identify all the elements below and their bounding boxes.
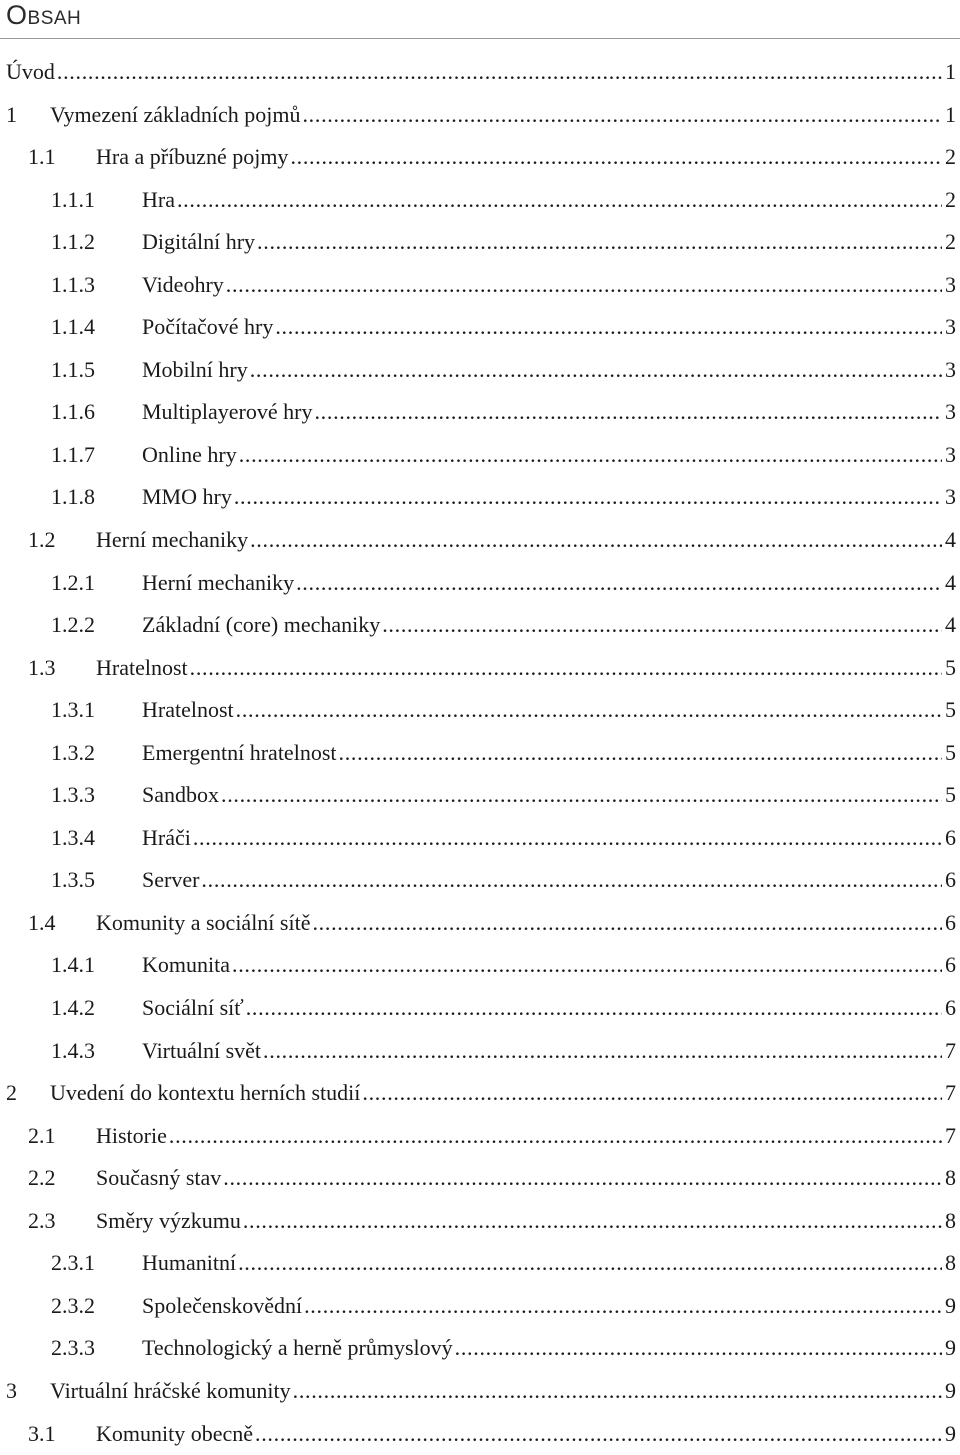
toc-entry-link[interactable] [142,179,956,221]
toc-entry-page-number: 3 [942,391,956,433]
table-of-contents [0,51,956,1455]
toc-entry[interactable] [0,1157,956,1200]
toc-entry-title: Sociální síť [142,987,246,1029]
toc-dot-leader [255,1413,942,1455]
toc-entry-page-number: 7 [942,1072,956,1114]
toc-entry-page-number: 9 [942,1327,956,1369]
toc-entry-link[interactable] [142,689,956,731]
toc-entry-page-number: 2 [942,179,956,221]
toc-entry-link[interactable] [142,1242,956,1284]
toc-dot-leader [275,306,942,348]
toc-entry-link[interactable] [142,987,956,1029]
toc-dot-leader [226,264,942,306]
toc-entry-title: Směry výzkumu [96,1200,243,1242]
toc-dot-leader [57,51,942,93]
toc-dot-leader [250,349,942,391]
toc-dot-leader [293,1370,942,1412]
toc-entry[interactable] [0,51,956,94]
toc-entry-number: 2.3.1 [51,1242,95,1284]
toc-entry-title: Server [142,859,201,901]
toc-entry-title: Hra [142,179,177,221]
toc-entry-page-number: 3 [942,349,956,391]
toc-dot-leader [177,179,942,221]
toc-entry-title: Vymezení základních pojmů [50,94,302,136]
toc-entry-title: Videohry [142,264,226,306]
toc-entry-number: 1.1.8 [51,476,95,518]
toc-dot-leader [243,1200,942,1242]
toc-entry-page-number: 2 [942,136,956,178]
toc-entry-number: 3.1 [28,1413,56,1455]
toc-entry-page-number: 2 [942,221,956,263]
toc-entry-number: 2 [6,1072,17,1114]
toc-entry-number: 2.2 [28,1157,56,1199]
toc-entry-page-number: 6 [942,902,956,944]
toc-entry-number: 2.3 [28,1200,56,1242]
toc-entry-page-number: 4 [942,562,956,604]
toc-entry-page-number: 7 [942,1115,956,1157]
toc-entry-title: Hráči [142,817,193,859]
toc-entry[interactable] [0,476,956,519]
toc-entry[interactable] [0,349,956,392]
toc-dot-leader [169,1115,942,1157]
toc-entry-title: Komunity obecně [96,1413,255,1455]
toc-entry-page-number: 7 [942,1030,956,1072]
toc-entry-title: Virtuální svět [142,1030,263,1072]
toc-entry-number: 1.1.3 [51,264,95,306]
toc-entry-page-number: 5 [942,732,956,774]
toc-entry[interactable] [0,94,956,137]
toc-dot-leader [232,944,942,986]
toc-entry-link[interactable] [50,1072,956,1114]
toc-entry-number: 1.3.2 [51,732,95,774]
toc-entry-title: Hratelnost [96,647,190,689]
toc-dot-leader [257,221,942,263]
toc-entry-link[interactable] [142,391,956,433]
toc-entry-link[interactable] [96,902,956,944]
toc-entry[interactable] [0,1242,956,1285]
toc-entry[interactable] [0,647,956,690]
toc-entry-title: Herní mechaniky [96,519,250,561]
toc-entry-link[interactable] [142,221,956,263]
toc-heading-rest: bsah [28,0,82,30]
toc-entry-number: 1.4.3 [51,1030,95,1072]
heading-divider [0,38,960,39]
toc-entry-page-number: 4 [942,604,956,646]
toc-entry-title: Hratelnost [142,689,236,731]
toc-entry-page-number: 1 [942,94,956,136]
toc-entry-number: 1.3.4 [51,817,95,859]
toc-entry-number: 1 [6,94,17,136]
toc-entry-title: Komunity a sociální sítě [96,902,312,944]
toc-entry-link[interactable] [142,774,956,816]
toc-entry[interactable] [0,1370,956,1413]
toc-entry-link[interactable] [142,732,956,774]
toc-entry-link[interactable] [96,136,956,178]
toc-entry-page-number: 8 [942,1157,956,1199]
toc-entry-number: 1.4.2 [51,987,95,1029]
toc-entry-title: Počítačové hry [142,306,275,348]
toc-entry[interactable] [0,136,956,179]
toc-entry-page-number: 8 [942,1200,956,1242]
toc-entry-number: 1.1.4 [51,306,95,348]
toc-entry-number: 1.2.2 [51,604,95,646]
toc-entry-number: 1.1.7 [51,434,95,476]
toc-entry[interactable] [0,1327,956,1370]
toc-entry-page-number: 3 [942,476,956,518]
toc-entry-link[interactable] [142,349,956,391]
toc-entry[interactable] [0,689,956,732]
toc-dot-leader [314,391,942,433]
toc-dot-leader [455,1327,942,1369]
toc-entry[interactable] [0,562,956,605]
toc-entry-page-number: 9 [942,1413,956,1455]
toc-entry-number: 1.2.1 [51,562,95,604]
toc-entry-number: 2.1 [28,1115,56,1157]
toc-dot-leader [312,902,942,944]
toc-entry-number: 1.1.2 [51,221,95,263]
toc-entry-title: Technologický a herně průmyslový [142,1327,455,1369]
toc-entry-page-number: 3 [942,434,956,476]
toc-entry-link[interactable] [142,1285,956,1327]
toc-entry-link[interactable] [96,1200,956,1242]
toc-entry[interactable] [0,434,956,477]
toc-dot-leader [223,1157,942,1199]
toc-entry-number: 1.3 [28,647,56,689]
toc-dot-leader [302,94,942,136]
toc-entry-title: Současný stav [96,1157,223,1199]
toc-dot-leader [201,859,942,901]
toc-entry-title: Digitální hry [142,221,257,263]
toc-dot-leader [296,562,942,604]
toc-entry-number: 1.4 [28,902,56,944]
toc-entry[interactable] [0,902,956,945]
toc-entry[interactable] [0,1413,956,1455]
toc-entry-link[interactable] [96,1413,956,1455]
toc-entry-number: 1.4.1 [51,944,95,986]
toc-entry-number: 1.1 [28,136,56,178]
toc-entry-page-number: 8 [942,1242,956,1284]
toc-entry-number: 2.3.2 [51,1285,95,1327]
toc-entry-link[interactable] [142,562,956,604]
toc-entry-link[interactable] [142,817,956,859]
toc-entry-title: Uvedení do kontextu herních studií [50,1072,362,1114]
toc-entry-page-number: 6 [942,817,956,859]
toc-entry-link[interactable] [142,476,956,518]
toc-entry-title: Společenskovědní [142,1285,304,1327]
toc-entry-link[interactable] [142,306,956,348]
toc-entry-title: MMO hry [142,476,234,518]
toc-heading-initial: O [6,0,28,30]
toc-entry[interactable] [0,519,956,562]
toc-entry-title: Emergentní hratelnost [142,732,339,774]
toc-entry[interactable] [0,306,956,349]
toc-dot-leader [236,689,942,731]
toc-heading [6,0,81,30]
toc-entry-page-number: 1 [942,51,956,93]
toc-entry-title: Humanitní [142,1242,238,1284]
toc-entry-link[interactable] [142,1327,956,1369]
toc-entry-number: 1.1.6 [51,391,95,433]
toc-entry-link[interactable] [96,1157,956,1199]
toc-dot-leader [362,1072,942,1114]
toc-dot-leader [382,604,942,646]
toc-entry-page-number: 6 [942,944,956,986]
toc-entry[interactable] [0,1072,956,1115]
toc-entry-title: Sandbox [142,774,221,816]
toc-entry[interactable] [0,732,956,775]
toc-entry-number: 3 [6,1370,17,1412]
toc-entry-link[interactable] [96,519,956,561]
toc-dot-leader [304,1285,942,1327]
toc-entry-link[interactable] [50,94,956,136]
toc-entry-title: Virtuální hráčské komunity [50,1370,293,1412]
toc-entry-link[interactable] [50,1370,956,1412]
toc-entry-page-number: 5 [942,774,956,816]
toc-dot-leader [238,1242,942,1284]
toc-entry-page-number: 5 [942,647,956,689]
toc-entry[interactable] [0,944,956,987]
toc-entry-page-number: 6 [942,987,956,1029]
toc-entry-title: Mobilní hry [142,349,250,391]
toc-entry-page-number: 4 [942,519,956,561]
toc-entry[interactable] [0,859,956,902]
toc-entry[interactable] [0,179,956,222]
toc-entry-number: 1.3.3 [51,774,95,816]
toc-entry-title: Multiplayerové hry [142,391,314,433]
toc-entry-title: Hra a příbuzné pojmy [96,136,290,178]
toc-dot-leader [250,519,942,561]
toc-entry-title: Komunita [142,944,232,986]
toc-entry-link[interactable] [142,859,956,901]
toc-entry-number: 1.3.5 [51,859,95,901]
toc-entry[interactable] [0,817,956,860]
toc-entry-number: 1.1.5 [51,349,95,391]
toc-dot-leader [339,732,943,774]
toc-entry-link[interactable] [142,944,956,986]
toc-entry-link[interactable] [142,434,956,476]
toc-entry-title: Online hry [142,434,239,476]
toc-entry-title: Úvod [6,51,57,93]
toc-dot-leader [263,1030,942,1072]
toc-entry[interactable] [0,1115,956,1158]
toc-entry[interactable] [0,264,956,307]
toc-entry-link[interactable] [142,604,956,646]
toc-entry-page-number: 3 [942,264,956,306]
toc-entry-link[interactable] [96,647,956,689]
toc-entry-number: 1.2 [28,519,56,561]
toc-entry-page-number: 9 [942,1285,956,1327]
toc-entry[interactable] [0,391,956,434]
toc-dot-leader [246,987,942,1029]
toc-entry-number: 2.3.3 [51,1327,95,1369]
toc-entry-page-number: 3 [942,306,956,348]
toc-dot-leader [239,434,942,476]
toc-entry[interactable] [0,1285,956,1328]
toc-entry[interactable] [0,1200,956,1243]
toc-entry[interactable] [0,1030,956,1073]
toc-entry-number: 1.3.1 [51,689,95,731]
toc-dot-leader [193,817,942,859]
toc-entry-link[interactable] [142,264,956,306]
toc-entry-title: Historie [96,1115,169,1157]
toc-dot-leader [190,647,942,689]
toc-entry-number: 1.1.1 [51,179,95,221]
toc-entry[interactable] [0,987,956,1030]
toc-entry-page-number: 9 [942,1370,956,1412]
toc-entry[interactable] [0,774,956,817]
toc-entry-title: Herní mechaniky [142,562,296,604]
toc-entry-page-number: 5 [942,689,956,731]
toc-entry-link[interactable] [6,51,956,93]
toc-entry[interactable] [0,221,956,264]
toc-entry-page-number: 6 [942,859,956,901]
toc-entry-link[interactable] [96,1115,956,1157]
toc-entry-link[interactable] [142,1030,956,1072]
toc-entry[interactable] [0,604,956,647]
toc-entry-title: Základní (core) mechaniky [142,604,382,646]
toc-dot-leader [290,136,942,178]
toc-dot-leader [234,476,942,518]
toc-dot-leader [221,774,942,816]
